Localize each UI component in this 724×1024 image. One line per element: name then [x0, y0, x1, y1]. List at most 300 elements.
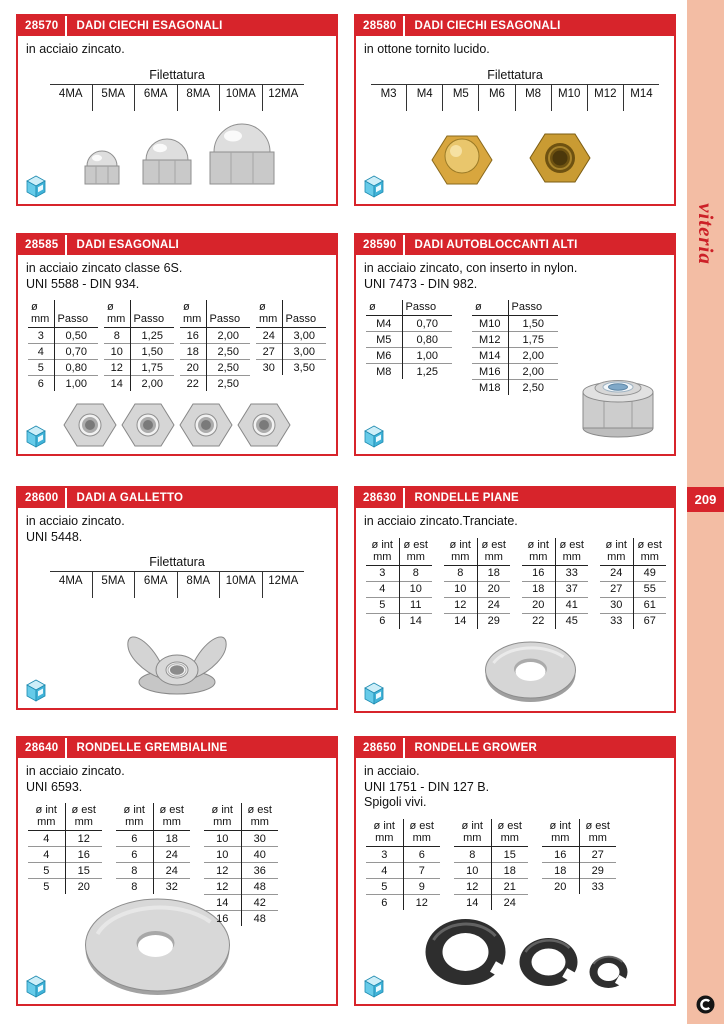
spec-cell: 22: [180, 376, 206, 392]
spec-cell: 2,50: [206, 376, 250, 392]
spec-col-header: Passo: [130, 300, 174, 328]
spec-cell: 16: [532, 567, 545, 580]
spec-cell: 12: [204, 879, 241, 895]
spec-cell: 1,50: [508, 316, 558, 332]
thread-sizes-row: [371, 85, 659, 111]
spec-cell: 8: [116, 879, 153, 895]
card-header: [356, 738, 674, 758]
desc-line: in acciaio zincato, con inserto in nylon.: [364, 261, 578, 275]
product-photo-split-washers: [404, 902, 639, 1002]
spec-row: [542, 879, 616, 895]
spec-col-header: Passo: [402, 300, 452, 316]
spec-cell: 7: [403, 863, 440, 879]
spec-cell: 49: [633, 565, 666, 581]
spec-table: [366, 819, 440, 910]
product-title: RONDELLE GROWER: [414, 742, 537, 754]
spec-row: [522, 613, 588, 629]
spec-col-header: Passo: [508, 300, 558, 316]
spec-cell: 27: [256, 344, 282, 360]
spec-row: [454, 847, 528, 863]
desc-line: UNI 7473 - DIN 982.: [364, 276, 478, 291]
spec-col-header: ø: [472, 300, 508, 316]
spec-cell: 0,80: [402, 332, 452, 348]
spec-row: [366, 565, 432, 581]
spec-row: [366, 895, 440, 911]
product-code: 28640: [25, 742, 59, 754]
spec-cell: 6: [131, 832, 138, 845]
desc-line: in ottone tornito lucido.: [364, 42, 490, 56]
spec-row: [542, 863, 616, 879]
spec-col-header: Passo: [54, 300, 98, 328]
spec-row: [444, 613, 510, 629]
publisher-logo-icon: [696, 995, 715, 1014]
spec-row: [366, 879, 440, 895]
product-card-28650: [354, 736, 676, 1006]
spec-cell: 1,00: [54, 376, 98, 392]
desc-line: in acciaio zincato.Tranciate.: [364, 514, 518, 528]
spec-cell: 4: [28, 344, 54, 360]
spec-col-header: ø est mm: [403, 819, 440, 847]
spec-cell: 4: [366, 863, 403, 879]
spec-cell: 61: [633, 597, 666, 613]
spec-cell: 20: [477, 581, 510, 597]
spec-cell: 6: [366, 613, 399, 629]
desc-line: in acciaio.: [364, 764, 420, 778]
spec-col-header: Passo: [206, 300, 250, 328]
package-icon: [25, 974, 47, 998]
spec-col-header: ø int mm: [366, 819, 403, 847]
spec-row: [522, 581, 588, 597]
spec-row: [366, 613, 432, 629]
spec-row: [600, 581, 666, 597]
card-header: [18, 488, 336, 508]
package-icon: [363, 974, 385, 998]
thread-size-cell: M10: [551, 85, 587, 111]
product-title: DADI ESAGONALI: [76, 239, 179, 251]
spec-row: [104, 328, 174, 344]
spec-cell: 41: [555, 597, 588, 613]
spec-cell: 16: [204, 911, 241, 927]
spec-row: [180, 328, 250, 344]
product-code: 28630: [363, 492, 397, 504]
spec-row: [600, 613, 666, 629]
product-card-28640: [16, 736, 338, 1006]
spec-cell: 0,70: [54, 344, 98, 360]
spec-cell: 0,80: [54, 360, 98, 376]
spec-cell: M4: [376, 317, 392, 330]
spec-cell: 3,00: [282, 328, 326, 344]
spec-cell: M10: [479, 317, 501, 330]
spec-col-header: ø mm: [28, 300, 54, 328]
spec-cell: 12: [454, 879, 491, 895]
spec-cell: 20: [65, 879, 102, 895]
product-code: 28585: [25, 239, 59, 251]
spec-cell: 0,50: [54, 328, 98, 344]
package-icon: [25, 174, 47, 198]
spec-table: [444, 538, 510, 629]
spec-table: [472, 300, 558, 395]
thread-size-cell: M14: [623, 85, 659, 111]
spec-row: [180, 360, 250, 376]
spec-col-header: ø mm: [104, 300, 130, 328]
spec-row: [454, 879, 528, 895]
spec-cell: 10: [399, 581, 432, 597]
thread-table: [50, 555, 304, 598]
spec-cell: 4: [43, 832, 50, 845]
spec-cell: M18: [472, 380, 508, 396]
spec-cell: 37: [555, 581, 588, 597]
spec-tables: [366, 538, 674, 629]
product-title: DADI CIECHI ESAGONALI: [76, 20, 223, 32]
spec-cell: 16: [186, 329, 199, 342]
spec-cell: M5: [366, 332, 402, 348]
spec-col-header: ø est mm: [491, 819, 528, 847]
spec-table: [600, 538, 666, 629]
package-icon: [25, 678, 47, 702]
spec-cell: 2,50: [206, 344, 250, 360]
desc-line: in acciaio zincato.: [26, 764, 125, 778]
spec-row: [472, 348, 558, 364]
spec-row: [104, 344, 174, 360]
spec-row: [28, 360, 98, 376]
spec-cell: 8: [116, 863, 153, 879]
product-description: [356, 508, 674, 530]
thread-size-cell: M6: [478, 85, 514, 111]
spec-col-header: ø est mm: [241, 803, 278, 831]
spec-row: [28, 879, 102, 895]
spec-cell: 33: [555, 565, 588, 581]
thread-size-cell: 8MA: [177, 572, 220, 598]
product-card-28600: [16, 486, 338, 710]
spec-row: [600, 597, 666, 613]
spec-row: [366, 348, 452, 364]
spec-cell: 3: [381, 848, 388, 861]
spec-cell: 2,50: [508, 380, 558, 396]
spec-table: [366, 538, 432, 629]
spec-row: [28, 328, 98, 344]
spec-cell: 15: [65, 863, 102, 879]
spec-row: [116, 863, 190, 879]
spec-cell: 12: [444, 597, 477, 613]
product-title: RONDELLE GREMBIALINE: [76, 742, 228, 754]
spec-col-header: ø est mm: [399, 538, 432, 566]
spec-cell: 30: [256, 360, 282, 376]
thread-size-cell: M3: [380, 87, 397, 100]
spec-cell: 1,25: [130, 328, 174, 344]
spec-cell: 1,50: [130, 344, 174, 360]
spec-cell: 14: [454, 895, 491, 911]
spec-col-header: ø est mm: [477, 538, 510, 566]
spec-cell: M6: [366, 348, 402, 364]
spec-cell: 4: [28, 847, 65, 863]
card-header: [356, 235, 674, 255]
spec-cell: 1,75: [508, 332, 558, 348]
product-code: 28570: [25, 20, 59, 32]
product-code: 28590: [363, 239, 397, 251]
product-card-28630: [354, 486, 676, 713]
spec-cell: 30: [241, 831, 278, 847]
spec-row: [204, 847, 278, 863]
thread-table-caption: Filettatura: [50, 555, 304, 572]
spec-table: [256, 300, 326, 375]
spec-cell: 4: [366, 581, 399, 597]
spec-table: [28, 300, 98, 391]
spec-cell: 36: [241, 863, 278, 879]
spec-cell: 6: [403, 847, 440, 863]
side-strip: [687, 0, 724, 1024]
page-number-badge: 209: [687, 487, 724, 512]
spec-cell: 0,70: [402, 316, 452, 332]
spec-row: [104, 376, 174, 392]
spec-col-header: ø mm: [256, 300, 282, 328]
spec-cell: 2,00: [206, 328, 250, 344]
thread-table-caption: Filettatura: [50, 68, 304, 85]
spec-row: [204, 895, 278, 911]
spec-cell: 30: [600, 597, 633, 613]
spec-row: [454, 863, 528, 879]
spec-cell: 27: [600, 581, 633, 597]
spec-table: [28, 803, 102, 894]
product-code: 28600: [25, 492, 59, 504]
spec-row: [256, 328, 326, 344]
spec-cell: 24: [477, 597, 510, 613]
spec-cell: 3,50: [282, 360, 326, 376]
spec-row: [600, 565, 666, 581]
thread-size-cell: 4MA: [58, 575, 83, 588]
spec-table: [104, 300, 174, 391]
spec-cell: 6: [366, 895, 403, 911]
spec-cell: 8: [457, 567, 464, 580]
spec-cell: 16: [65, 847, 102, 863]
spec-cell: M8: [366, 364, 402, 380]
product-card-28585: [16, 233, 338, 456]
card-header: [356, 488, 674, 508]
card-header: [18, 738, 336, 758]
spec-row: [28, 863, 102, 879]
thread-size-cell: 10MA: [219, 572, 262, 598]
spec-row: [472, 364, 558, 380]
desc-line: in acciaio zincato.: [26, 42, 125, 56]
spec-table: [454, 819, 528, 910]
spec-table: [180, 300, 250, 391]
spec-col-header: ø int mm: [454, 819, 491, 847]
spec-col-header: ø est mm: [65, 803, 102, 831]
spec-row: [444, 581, 510, 597]
spec-row: [28, 847, 102, 863]
spec-cell: 2,00: [508, 348, 558, 364]
product-photo-brass-nuts: [400, 118, 630, 196]
desc-line: in acciaio zincato.: [26, 514, 125, 528]
spec-row: [366, 597, 432, 613]
spec-tables: [28, 803, 336, 926]
spec-cell: 24: [153, 863, 190, 879]
spec-cell: 24: [262, 329, 275, 342]
thread-size-cell: 4MA: [58, 87, 83, 100]
product-code: 28650: [363, 742, 397, 754]
spec-cell: 14: [104, 376, 130, 392]
product-photo-wing-nut: [92, 620, 262, 700]
thread-sizes-row: [50, 85, 304, 111]
spec-cell: 8: [113, 329, 120, 342]
spec-cell: 2,00: [130, 376, 174, 392]
spec-cell: M12: [472, 332, 508, 348]
desc-line: Spigoli vivi.: [364, 795, 427, 810]
package-icon: [25, 424, 47, 448]
spec-cell: 21: [491, 879, 528, 895]
spec-cell: 5: [28, 863, 65, 879]
spec-cell: 12: [65, 831, 102, 847]
product-card-28570: [16, 14, 338, 206]
thread-size-cell: 12MA: [262, 85, 305, 111]
thread-size-cell: 6MA: [134, 572, 177, 598]
spec-cell: 20: [522, 597, 555, 613]
spec-cell: 12: [204, 863, 241, 879]
spec-row: [366, 863, 440, 879]
spec-cell: 14: [204, 895, 241, 911]
spec-cell: 48: [241, 879, 278, 895]
spec-cell: 14: [444, 613, 477, 629]
spec-cell: 42: [241, 895, 278, 911]
spec-cell: 29: [579, 863, 616, 879]
spec-table: [366, 300, 452, 379]
spec-cell: 5: [28, 360, 54, 376]
desc-line: UNI 5448.: [26, 529, 83, 544]
spec-table: [542, 819, 616, 894]
spec-cell: 24: [610, 567, 623, 580]
thread-table-caption: Filettatura: [371, 68, 659, 85]
spec-cell: 18: [153, 831, 190, 847]
spec-row: [366, 581, 432, 597]
spec-row: [104, 360, 174, 376]
spec-cell: 67: [633, 613, 666, 629]
spec-cell: 14: [399, 613, 432, 629]
spec-row: [454, 895, 528, 911]
spec-row: [180, 376, 250, 392]
card-header: [18, 235, 336, 255]
thread-size-cell: M5: [442, 85, 478, 111]
spec-tables: [366, 819, 674, 910]
category-side-label: viteria: [694, 203, 719, 265]
product-title: DADI AUTOBLOCCANTI ALTI: [414, 239, 578, 251]
spec-row: [366, 847, 440, 863]
product-card-28580: [354, 14, 676, 206]
spec-cell: 18: [522, 581, 555, 597]
spec-cell: 20: [180, 360, 206, 376]
spec-col-header: ø int mm: [28, 803, 65, 831]
spec-cell: 55: [633, 581, 666, 597]
thread-table: [371, 68, 659, 111]
thread-size-cell: M12: [587, 85, 623, 111]
spec-cell: 9: [403, 879, 440, 895]
spec-cell: 27: [579, 847, 616, 863]
spec-col-header: ø est mm: [579, 819, 616, 847]
spec-cell: 1,75: [130, 360, 174, 376]
spec-cell: M14: [472, 348, 508, 364]
spec-row: [366, 332, 452, 348]
desc-line: UNI 1751 - DIN 127 B.: [364, 779, 490, 794]
product-description: [18, 36, 336, 58]
product-description: [356, 36, 674, 58]
spec-cell: 3: [379, 567, 386, 580]
spec-cell: 10: [454, 863, 491, 879]
thread-sizes-row: [50, 572, 304, 598]
product-description: [356, 758, 674, 811]
spec-cell: 5: [366, 879, 403, 895]
spec-cell: 1,25: [402, 364, 452, 380]
spec-cell: 29: [477, 613, 510, 629]
spec-row: [472, 332, 558, 348]
spec-row: [204, 879, 278, 895]
spec-col-header: ø est mm: [153, 803, 190, 831]
spec-tables: [366, 300, 674, 395]
spec-cell: 24: [153, 847, 190, 863]
thread-table: [50, 68, 304, 111]
spec-row: [28, 831, 102, 847]
spec-row: [116, 879, 190, 895]
spec-cell: 8: [469, 848, 476, 861]
thread-size-cell: 5MA: [92, 85, 135, 111]
spec-cell: 1,00: [402, 348, 452, 364]
product-description: [18, 508, 336, 545]
spec-cell: 22: [522, 613, 555, 629]
spec-cell: 18: [542, 863, 579, 879]
spec-cell: 10: [444, 581, 477, 597]
spec-row: [366, 364, 452, 380]
spec-cell: 24: [491, 895, 528, 911]
spec-row: [542, 847, 616, 863]
spec-row: [522, 565, 588, 581]
spec-table: [522, 538, 588, 629]
spec-cell: 5: [28, 879, 65, 895]
spec-row: [204, 831, 278, 847]
spec-row: [116, 831, 190, 847]
spec-col-header: ø int mm: [116, 803, 153, 831]
spec-col-header: ø mm: [180, 300, 206, 328]
spec-cell: 2,00: [508, 364, 558, 380]
spec-row: [256, 344, 326, 360]
spec-col-header: ø int mm: [366, 538, 399, 566]
spec-cell: 32: [153, 879, 190, 895]
spec-row: [472, 380, 558, 396]
card-header: [356, 16, 674, 36]
spec-cell: 11: [399, 597, 432, 613]
spec-row: [522, 597, 588, 613]
spec-col-header: ø est mm: [633, 538, 666, 566]
product-photo-cap-nuts: [62, 108, 292, 200]
product-title: DADI A GALLETTO: [76, 492, 184, 504]
spec-cell: 10: [216, 832, 229, 845]
spec-col-header: ø: [366, 300, 402, 316]
spec-table: [204, 803, 278, 926]
thread-size-cell: 5MA: [92, 572, 135, 598]
spec-col-header: ø int mm: [542, 819, 579, 847]
product-code: 28580: [363, 20, 397, 32]
spec-table: [116, 803, 190, 894]
spec-cell: 12: [104, 360, 130, 376]
desc-line: UNI 5588 - DIN 934.: [26, 276, 140, 291]
spec-cell: 3,00: [282, 344, 326, 360]
spec-col-header: ø int mm: [204, 803, 241, 831]
package-icon: [363, 424, 385, 448]
spec-tables: [28, 300, 336, 391]
spec-cell: 45: [555, 613, 588, 629]
spec-cell: 2,50: [206, 360, 250, 376]
package-icon: [363, 174, 385, 198]
spec-cell: 6: [28, 376, 54, 392]
spec-row: [28, 376, 98, 392]
spec-row: [180, 344, 250, 360]
desc-line: UNI 6593.: [26, 779, 83, 794]
